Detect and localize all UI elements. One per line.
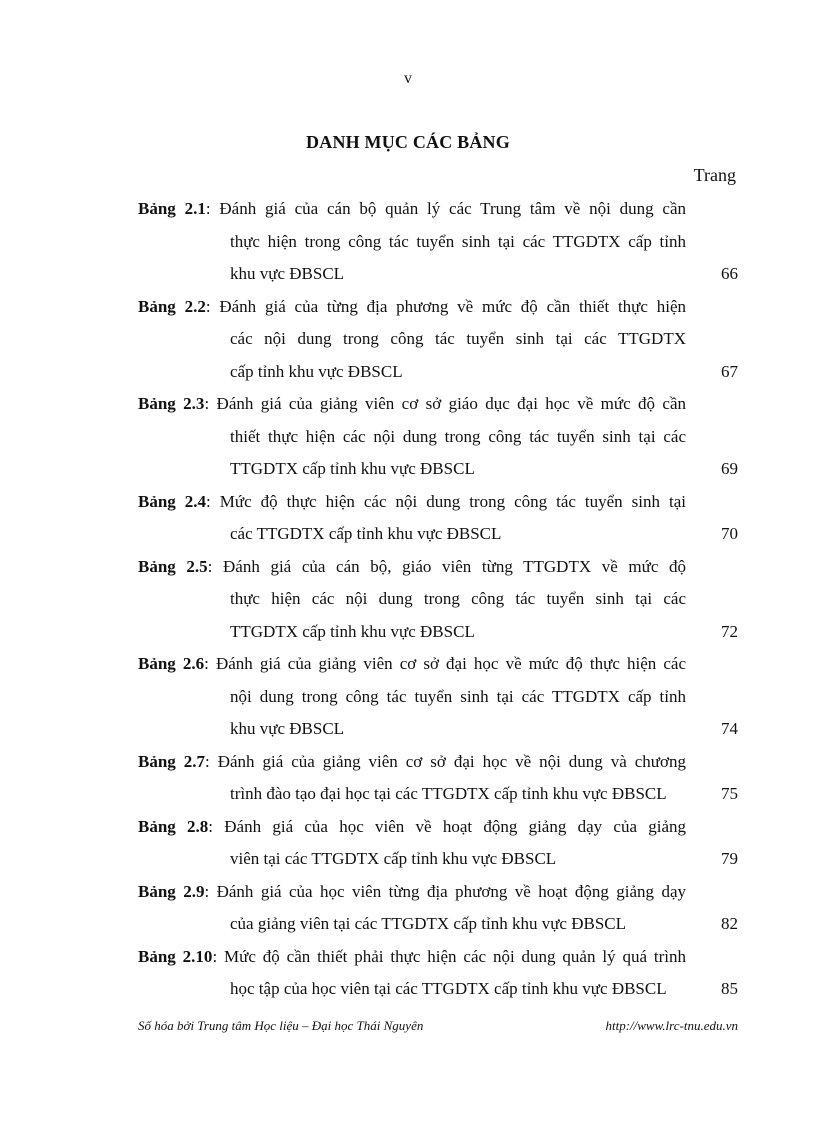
entry-first-line: Bảng 2.4: Mức độ thực hiện các nội dung trong công tác tuyển sinh tại: [138, 491, 686, 511]
entry-title-text: thực hiện trong công tác tuyển sinh tại các TTGDTX cấp tỉnh: [230, 231, 686, 251]
entry-title-text: Đánh giá của giảng viên cơ sở đại học về nội dung và chương: [217, 751, 686, 771]
entry-page-number: 82: [721, 914, 738, 933]
entry-line: [138, 583, 738, 616]
entry-line: [138, 941, 738, 974]
entry-line: [138, 291, 738, 324]
table-entry[interactable]: [138, 746, 738, 811]
entry-title-text: viên tại các TTGDTX cấp tỉnh khu vực ĐBSCL: [230, 849, 557, 868]
entry-line: [138, 551, 738, 584]
entry-title-text: Đánh giá của từng địa phương về mức độ cần thiết thực hiện: [219, 296, 686, 316]
table-list: [138, 193, 738, 1006]
entry-title-text: Đánh giá của cán bộ quản lý các Trung tâm về nội dung cần: [219, 199, 687, 218]
entry-line: [138, 388, 738, 421]
entry-page-number: 79: [721, 849, 738, 868]
entry-label: Bảng 2.3: [138, 394, 205, 413]
entry-line: [138, 226, 738, 259]
table-entry[interactable]: [138, 193, 738, 291]
entry-line: [138, 746, 738, 779]
entry-first-line: Bảng 2.7: Đánh giá của giảng viên cơ sở đại học về nội dung và chương: [138, 751, 686, 771]
entry-label: Bảng 2.2: [138, 296, 206, 316]
entry-line: [138, 681, 738, 714]
table-entry[interactable]: [138, 648, 738, 746]
entry-line: [138, 486, 738, 519]
entry-title-text: TTGDTX cấp tỉnh khu vực ĐBSCL: [230, 459, 475, 478]
entry-title-text: TTGDTX cấp tỉnh khu vực ĐBSCL: [230, 621, 475, 641]
entry-line: [138, 973, 738, 1006]
entry-title-text: thiết thực hiện các nội dung trong công tác tuyển sinh tại các: [230, 426, 686, 446]
entry-first-line: Bảng 2.1: Đánh giá của cán bộ quản lý các Trung tâm về nội dung cần: [138, 199, 687, 218]
entry-title-text: Đánh giá của học viên về hoạt động giảng dạy của giảng: [224, 816, 687, 836]
entry-line: [138, 518, 738, 551]
entry-page-number: 72: [721, 621, 738, 641]
entry-line: [138, 453, 738, 486]
entry-title-text: khu vực ĐBSCL: [230, 264, 345, 283]
entry-title-text: của giảng viên tại các TTGDTX cấp tỉnh khu vực ĐBSCL: [230, 914, 627, 933]
entry-line: [138, 421, 738, 454]
entry-first-line: Bảng 2.8: Đánh giá của học viên về hoạt động giảng dạy của giảng: [138, 816, 687, 836]
entry-line: [138, 616, 738, 649]
entry-label: Bảng 2.9: [138, 881, 205, 901]
entry-label: Bảng 2.5: [138, 556, 208, 576]
entry-title-text: nội dung trong công tác tuyển sinh tại các TTGDTX cấp tỉnh: [230, 686, 686, 706]
entry-page-number: 85: [721, 979, 738, 998]
entry-title-text: Đánh giá của cán bộ, giáo viên từng TTGDTX về mức độ: [223, 556, 686, 576]
entry-line: [138, 908, 738, 941]
table-entry[interactable]: [138, 486, 738, 551]
entry-title-text: Đánh giá của giảng viên cơ sở đại học về mức độ thực hiện các: [215, 654, 686, 673]
table-entry[interactable]: [138, 811, 738, 876]
page-number: v: [404, 70, 412, 87]
entry-label: Bảng 2.1: [138, 199, 206, 218]
entry-page-number: 67: [721, 361, 738, 381]
entry-label: Bảng 2.7: [138, 751, 206, 771]
page-title: DANH MỤC CÁC BẢNG: [306, 132, 510, 152]
footer-source: Số hóa bởi Trung tâm Học liệu – Đại học Thái Nguyên: [138, 1018, 424, 1033]
entry-title-text: thực hiện các nội dung trong công tác tuyển sinh tại các: [230, 589, 686, 608]
entry-line: [138, 811, 738, 844]
entry-title-text: các TTGDTX cấp tỉnh khu vực ĐBSCL: [230, 524, 502, 543]
entry-first-line: Bảng 2.5: Đánh giá của cán bộ, giáo viên từng TTGDTX về mức độ: [138, 556, 686, 576]
entry-label: Bảng 2.8: [138, 816, 209, 836]
entry-title-text: Mức độ cần thiết phải thực hiện các nội dung quản lý quá trình: [224, 946, 686, 966]
entry-title-text: Đánh giá của giảng viên cơ sở giáo dục đại học về mức độ cần: [216, 394, 686, 413]
entry-label: Bảng 2.10: [138, 946, 213, 966]
entry-line: [138, 843, 738, 876]
entry-line: [138, 648, 738, 681]
entry-label: Bảng 2.6: [138, 654, 205, 673]
entry-first-line: Bảng 2.3: Đánh giá của giảng viên cơ sở giáo dục đại học về mức độ cần: [138, 394, 686, 413]
entry-page-number: 70: [721, 524, 738, 543]
footer-url[interactable]: http://www.lrc-tnu.edu.vn: [605, 1018, 738, 1033]
table-entry[interactable]: [138, 388, 738, 486]
entry-line: [138, 876, 738, 909]
entry-line: [138, 193, 738, 226]
footer: [138, 1018, 738, 1034]
entry-title-text: học tập của học viên tại các TTGDTX cấp tỉnh khu vực ĐBSCL: [230, 979, 667, 998]
entry-first-line: Bảng 2.6: Đánh giá của giảng viên cơ sở đại học về mức độ thực hiện các: [138, 654, 686, 673]
entry-title-text: khu vực ĐBSCL: [230, 719, 345, 738]
entry-first-line: Bảng 2.9: Đánh giá của học viên từng địa phương về hoạt động giảng dạy: [138, 881, 686, 901]
entry-line: [138, 258, 738, 291]
entry-first-line: Bảng 2.2: Đánh giá của từng địa phương về mức độ cần thiết thực hiện: [138, 296, 686, 316]
entry-page-number: 75: [721, 784, 738, 803]
table-entry[interactable]: [138, 876, 738, 941]
entry-title-text: trình đào tạo đại học tại các TTGDTX cấp tỉnh khu vực ĐBSCL: [230, 784, 667, 803]
entry-first-line: Bảng 2.10: Mức độ cần thiết phải thực hiện các nội dung quản lý quá trình: [138, 946, 686, 966]
entry-title-text: Mức độ thực hiện các nội dung trong công tác tuyển sinh tại: [219, 491, 686, 511]
table-entry[interactable]: [138, 941, 738, 1006]
entry-page-number: 74: [721, 719, 738, 738]
entry-line: [138, 356, 738, 389]
page-column-label: Trang: [693, 165, 736, 185]
entry-page-number: 66: [721, 264, 738, 283]
table-entry[interactable]: [138, 291, 738, 389]
table-entry[interactable]: [138, 551, 738, 649]
entry-title-text: Đánh giá của học viên từng địa phương về hoạt động giảng dạy: [216, 881, 686, 901]
entry-title-text: các nội dung trong công tác tuyển sinh tại các TTGDTX: [230, 329, 686, 348]
entry-label: Bảng 2.4: [138, 491, 207, 511]
entry-title-text: cấp tỉnh khu vực ĐBSCL: [230, 361, 403, 381]
entry-page-number: 69: [721, 459, 738, 478]
entry-line: [138, 713, 738, 746]
entry-line: [138, 323, 738, 356]
entry-line: [138, 778, 738, 811]
